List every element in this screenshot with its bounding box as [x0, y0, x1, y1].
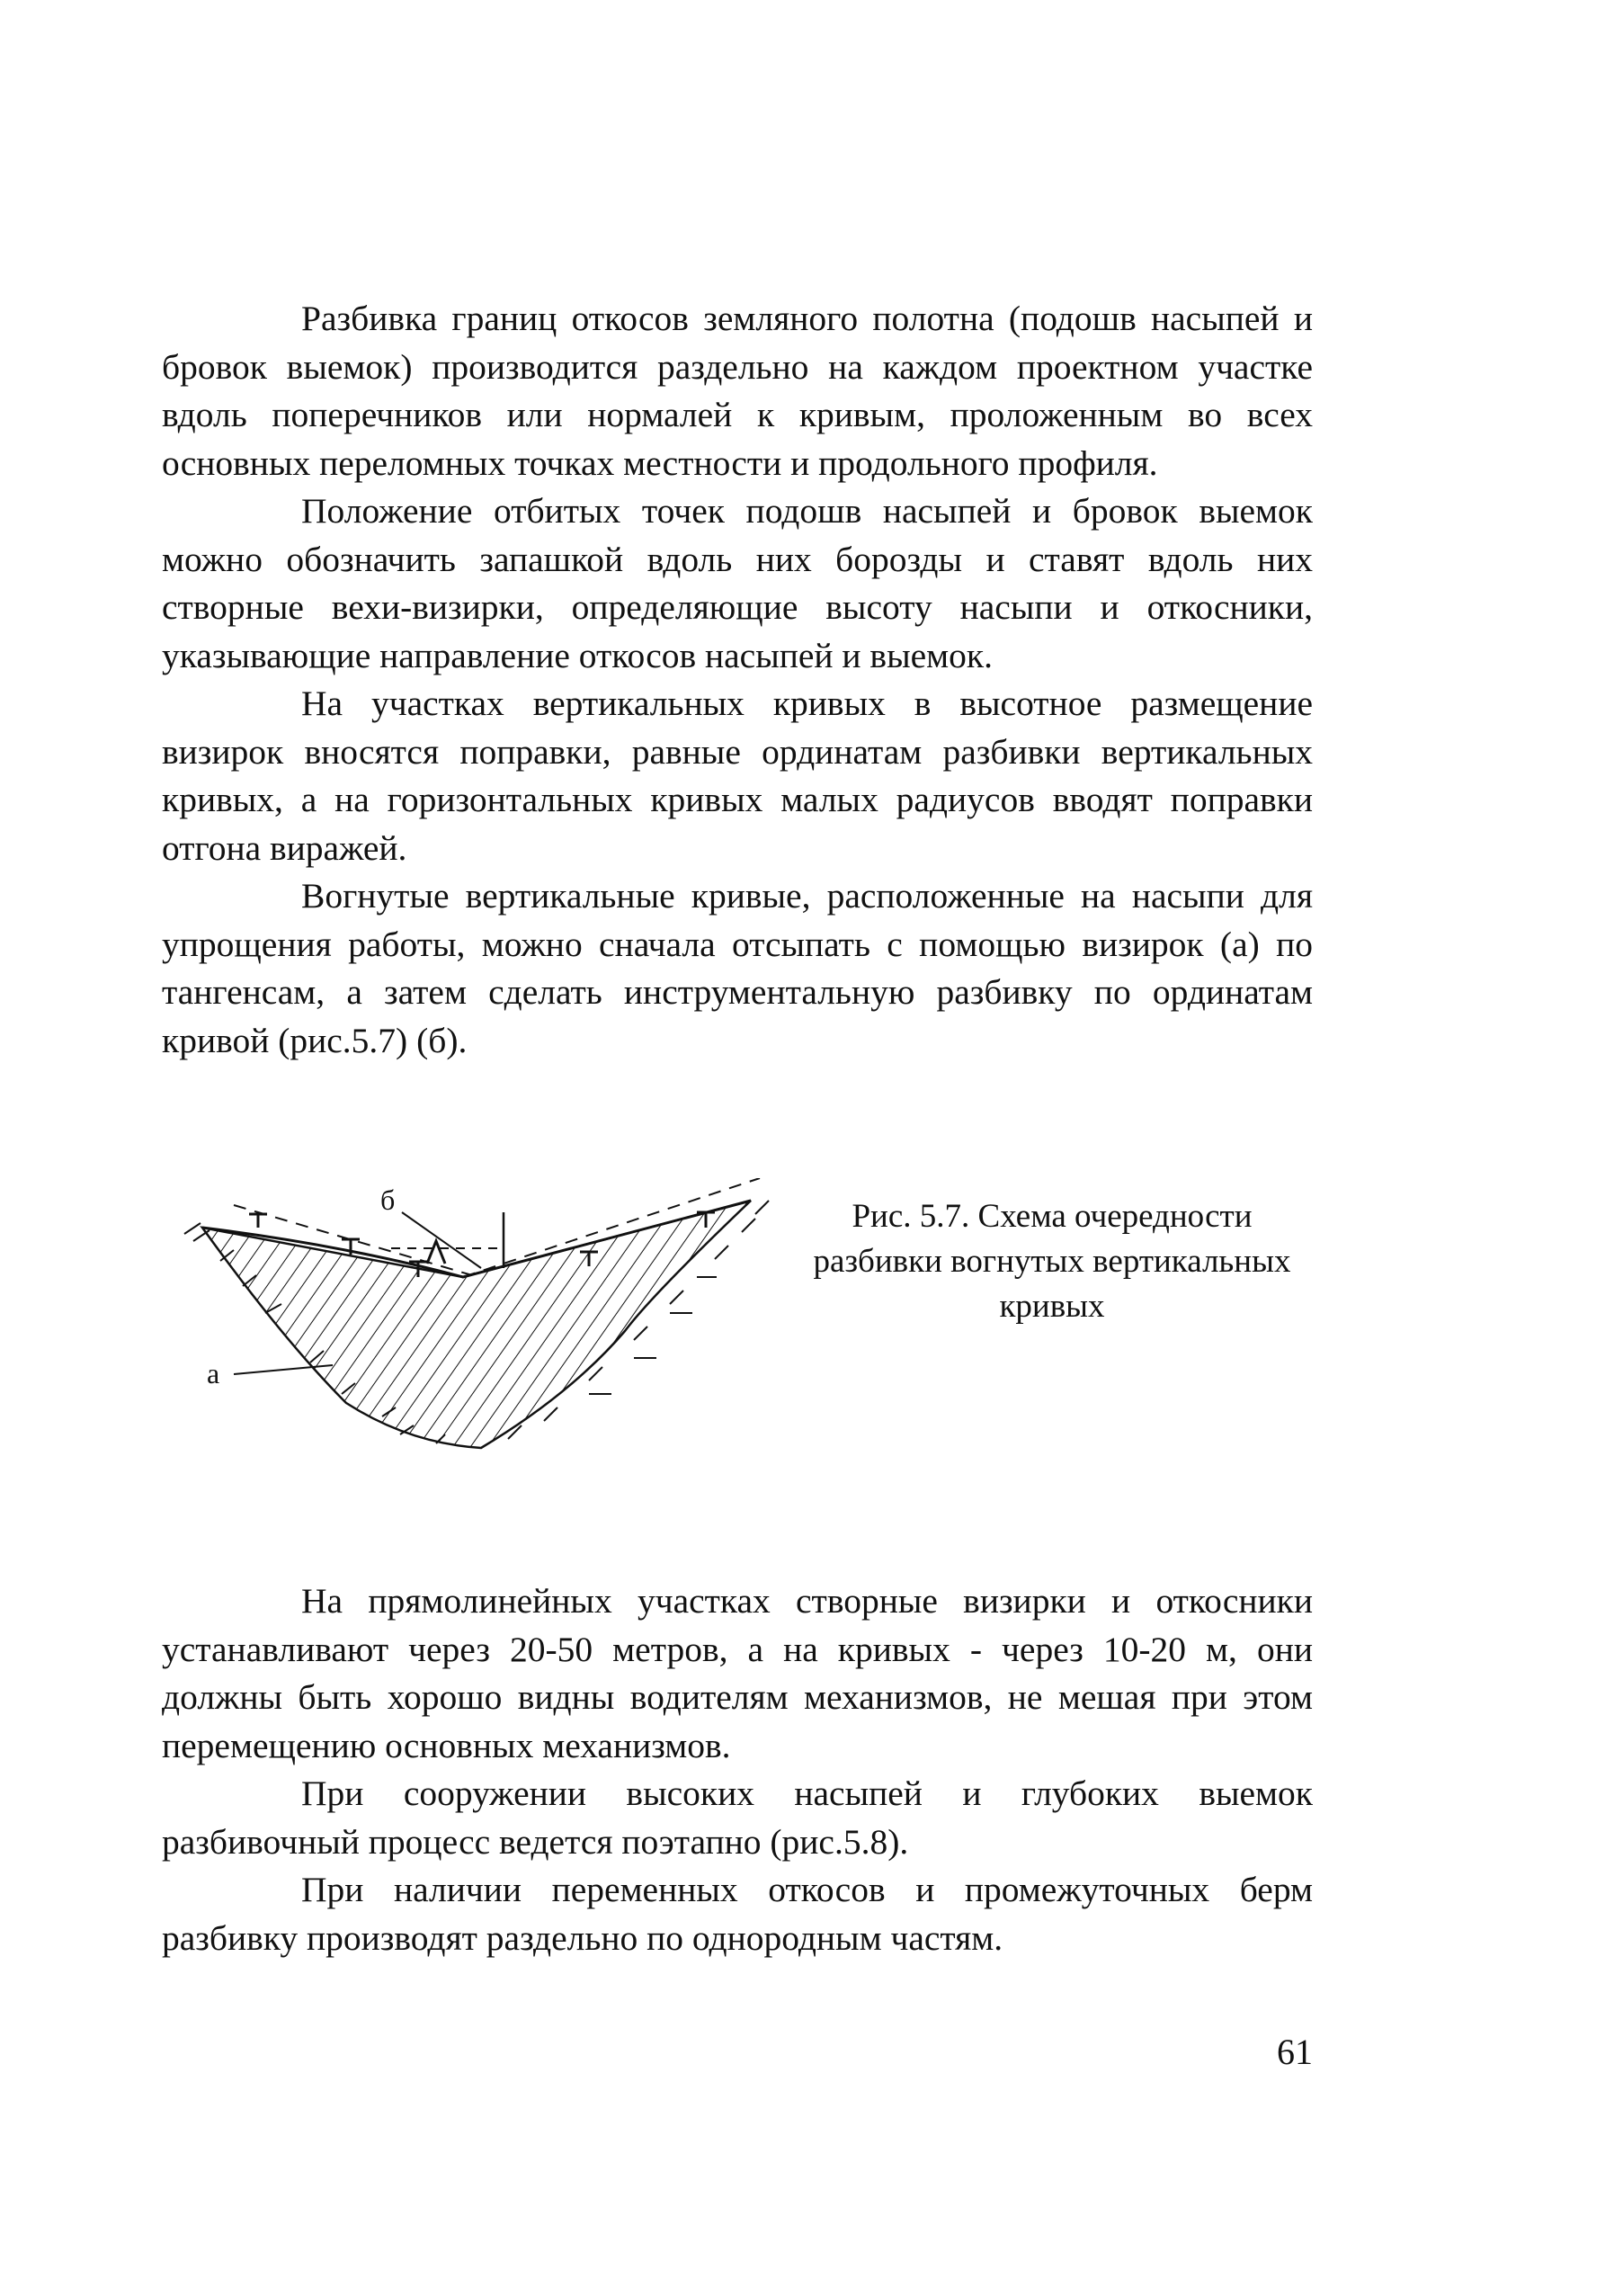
paragraph: Разбивка границ откосов земляного полотна (подошв насыпей и бровок выемок) производится раздельно на каждом проектном участке вдоль поперечников или нормалей к кривым, проложенным во всех основных переломных точках местности и продольного профиля. [162, 299, 1313, 483]
body-text-top [162, 295, 1313, 1065]
page-number: 61 [1277, 2032, 1313, 2072]
paragraph: При сооружении высоких насыпей и глубоких выемок разбивочный процесс ведется поэтапно (рис.5.8). [162, 1773, 1313, 1862]
figure-5-7 [166, 1178, 778, 1475]
figure-caption: Рис. 5.7. Схема очередности разбивки вогнутых вертикальных кривых [813, 1198, 1291, 1325]
paragraph: Положение отбитых точек подошв насыпей и бровок выемок можно обозначить запашкой вдоль них борозды и ставят вдоль них створные вехи-визирки, определяющие высоту насыпи и откосники, указывающие направление откосов насыпей и выемок. [162, 491, 1313, 675]
label-a: а [207, 1357, 220, 1389]
concave-curve-diagram [166, 1178, 778, 1475]
label-b: б [380, 1184, 396, 1216]
leader-b-line [402, 1212, 481, 1268]
embankment-fill [202, 1201, 751, 1448]
paragraph: При наличии переменных откосов и промежуточных берм разбивку производят раздельно по однородным частям. [162, 1870, 1313, 1958]
body-text-bottom [162, 1577, 1313, 1962]
paragraph: На участках вертикальных кривых в высотное размещение визирок вносятся поправки, равные ординатам разбивки вертикальных кривых, а на горизонтальных кривых малых радиусов вводят поправки отгона виражей. [162, 683, 1313, 868]
paragraph: На прямолинейных участках створные визирки и откосники устанавливают через 20-50 метров, а на кривых - через 10-20 м, они должны быть хорошо видны водителям механизмов, не мешая при этом перемещению основных механизмов. [162, 1581, 1313, 1765]
paragraph: Вогнутые вертикальные кривые, расположенные на насыпи для упрощения работы, можно сначала отсыпать с помощью визирок (а) по тангенсам, а затем сделать инструментальную разбивку по ординатам кривой (рис.5.7) (б). [162, 876, 1313, 1060]
